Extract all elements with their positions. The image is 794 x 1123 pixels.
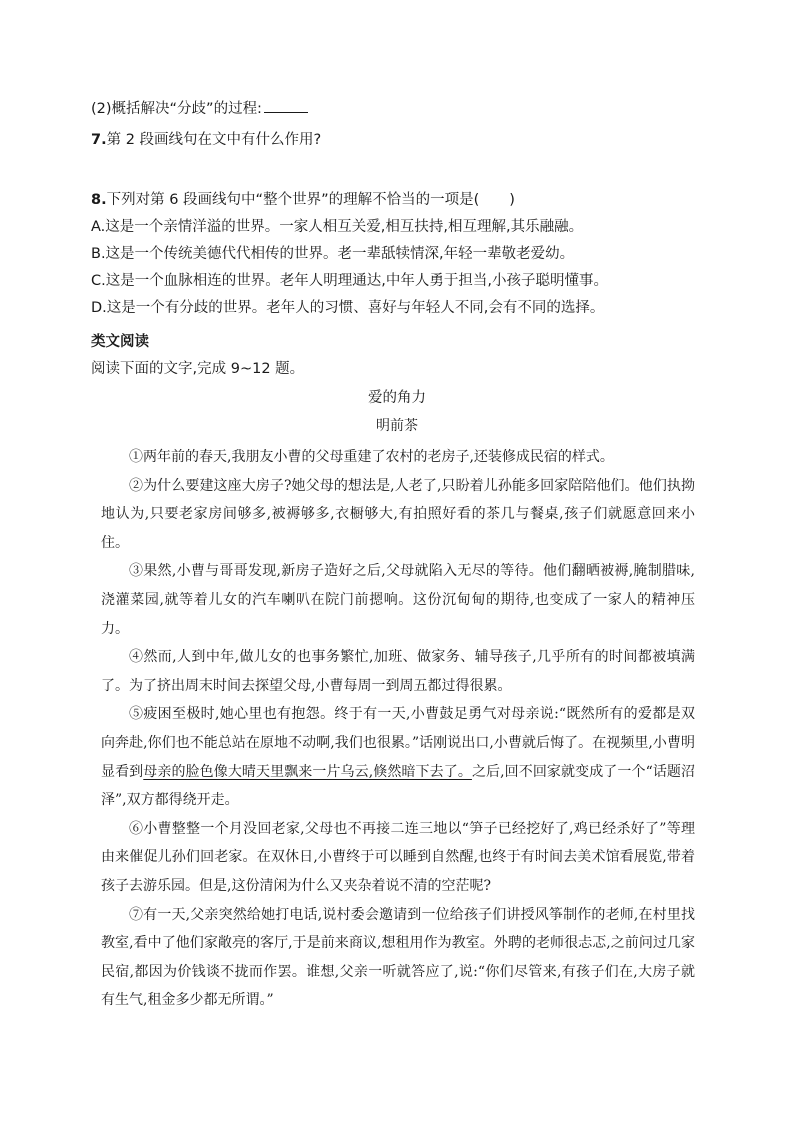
article-author: 明前茶 (376, 418, 418, 434)
section-heading: 类文阅读 (91, 334, 149, 350)
paragraph-4: ④然而,人到中年,做儿女的也事务繁忙,加班、做家务、辅导孩子,几乎所有的时间都被填满了。为了挤出周末时间去探望父母,小曹每周一到周五都过得很累。 (101, 649, 695, 694)
paragraph-5-end: 之后,回不回家就变成了一个“话题沼泽”,双方都得绕开走。 (101, 763, 696, 809)
paragraph-5-start: ⑤疲困至极时,她心里也有抱怨。终于有一天,小曹鼓足勇气对母亲说:“既然所有的爱都是双向奔赴,你们也不能总站在原地不动啊,我们也很累。”话刚说出口,小曹就后悔了。在视频里,小曹明显看到 (101, 706, 695, 780)
option-a: A.这是一个亲情洋溢的世界。一家人相互关爱,相互扶持,相互理解,其乐融融。 (91, 219, 584, 235)
paragraph-3: ③果然,小曹与哥哥发现,新房子造好之后,父母就陷入无尽的等待。他们翻晒被褥,腌制腊味,浇灌菜园,就等着儿女的汽车喇叭在院门前摁响。这份沉甸甸的期待,也变成了一家人的精神压力。 (101, 563, 695, 637)
question-8-number: 8. (91, 192, 107, 208)
question-8-text: 下列对第 6 段画线句中“整个世界”的理解不恰当的一项是( (106, 192, 480, 208)
question-6-2 (91, 98, 308, 119)
question-7-text: 第 2 段画线句在文中有什么作用? (106, 132, 322, 148)
article-body (101, 443, 695, 1015)
option-c: C.这是一个血脉相连的世界。老年人明理通达,中年人勇于担当,小孩子聪明懂事。 (91, 273, 608, 289)
question-6-2-text: (2)概括解决“分歧”的过程: (91, 101, 262, 117)
paragraph-6: ⑥小曹整整一个月没回老家,父母也不再接二连三地以“笋子已经挖好了,鸡已经杀好了”等理由来催促儿孙们回老家。在双休日,小曹终于可以睡到自然醒,也终于有时间去美术馆看展览,带着孩子去游乐园。但是,这份清闲为什么又夹杂着说不清的空茫呢? (101, 820, 695, 894)
question-8-close: ) (509, 192, 515, 208)
question-7-number: 7. (91, 132, 107, 148)
article-title: 爱的角力 (368, 390, 426, 406)
paragraph-7: ⑦有一天,父亲突然给她打电话,说村委会邀请到一位给孩子们讲授风筝制作的老师,在村里找教室,看中了他们家敞亮的客厅,于是前来商议,想租用作为教室。外聘的老师很忐忑,之前问过几家民宿,都因为价钱谈不拢而作罢。谁想,父亲一听就答应了,说:“你们尽管来,有孩子们在,大房子就有生气,租金多少都无所谓。” (101, 906, 695, 1009)
question-7 (91, 130, 321, 150)
question-8 (91, 190, 515, 210)
answer-blank[interactable] (264, 98, 308, 113)
underlined-sentence: 母亲的脸色像大晴天里飘来一片乌云,倏然暗下去了。 (143, 763, 472, 780)
paragraph-1: ①两年前的春天,我朋友小曹的父母重建了农村的老房子,还装修成民宿的样式。 (129, 449, 614, 465)
section-instruction: 阅读下面的文字,完成 9~12 题。 (91, 361, 305, 377)
option-b: B.这是一个传统美德代代相传的世界。老一辈舐犊情深,年轻一辈敬老爱幼。 (91, 246, 575, 262)
option-d: D.这是一个有分歧的世界。老年人的习惯、喜好与年轻人不同,会有不同的选择。 (91, 300, 605, 316)
paragraph-5 (101, 700, 695, 814)
paragraph-2: ②为什么要建这座大房子?她父母的想法是,人老了,只盼着儿孙能多回家陪陪他们。他们执拗地认为,只要老家房间够多,被褥够多,衣橱够大,有拍照好看的茶几与餐桌,孩子们就愿意回来小住。 (101, 477, 695, 551)
